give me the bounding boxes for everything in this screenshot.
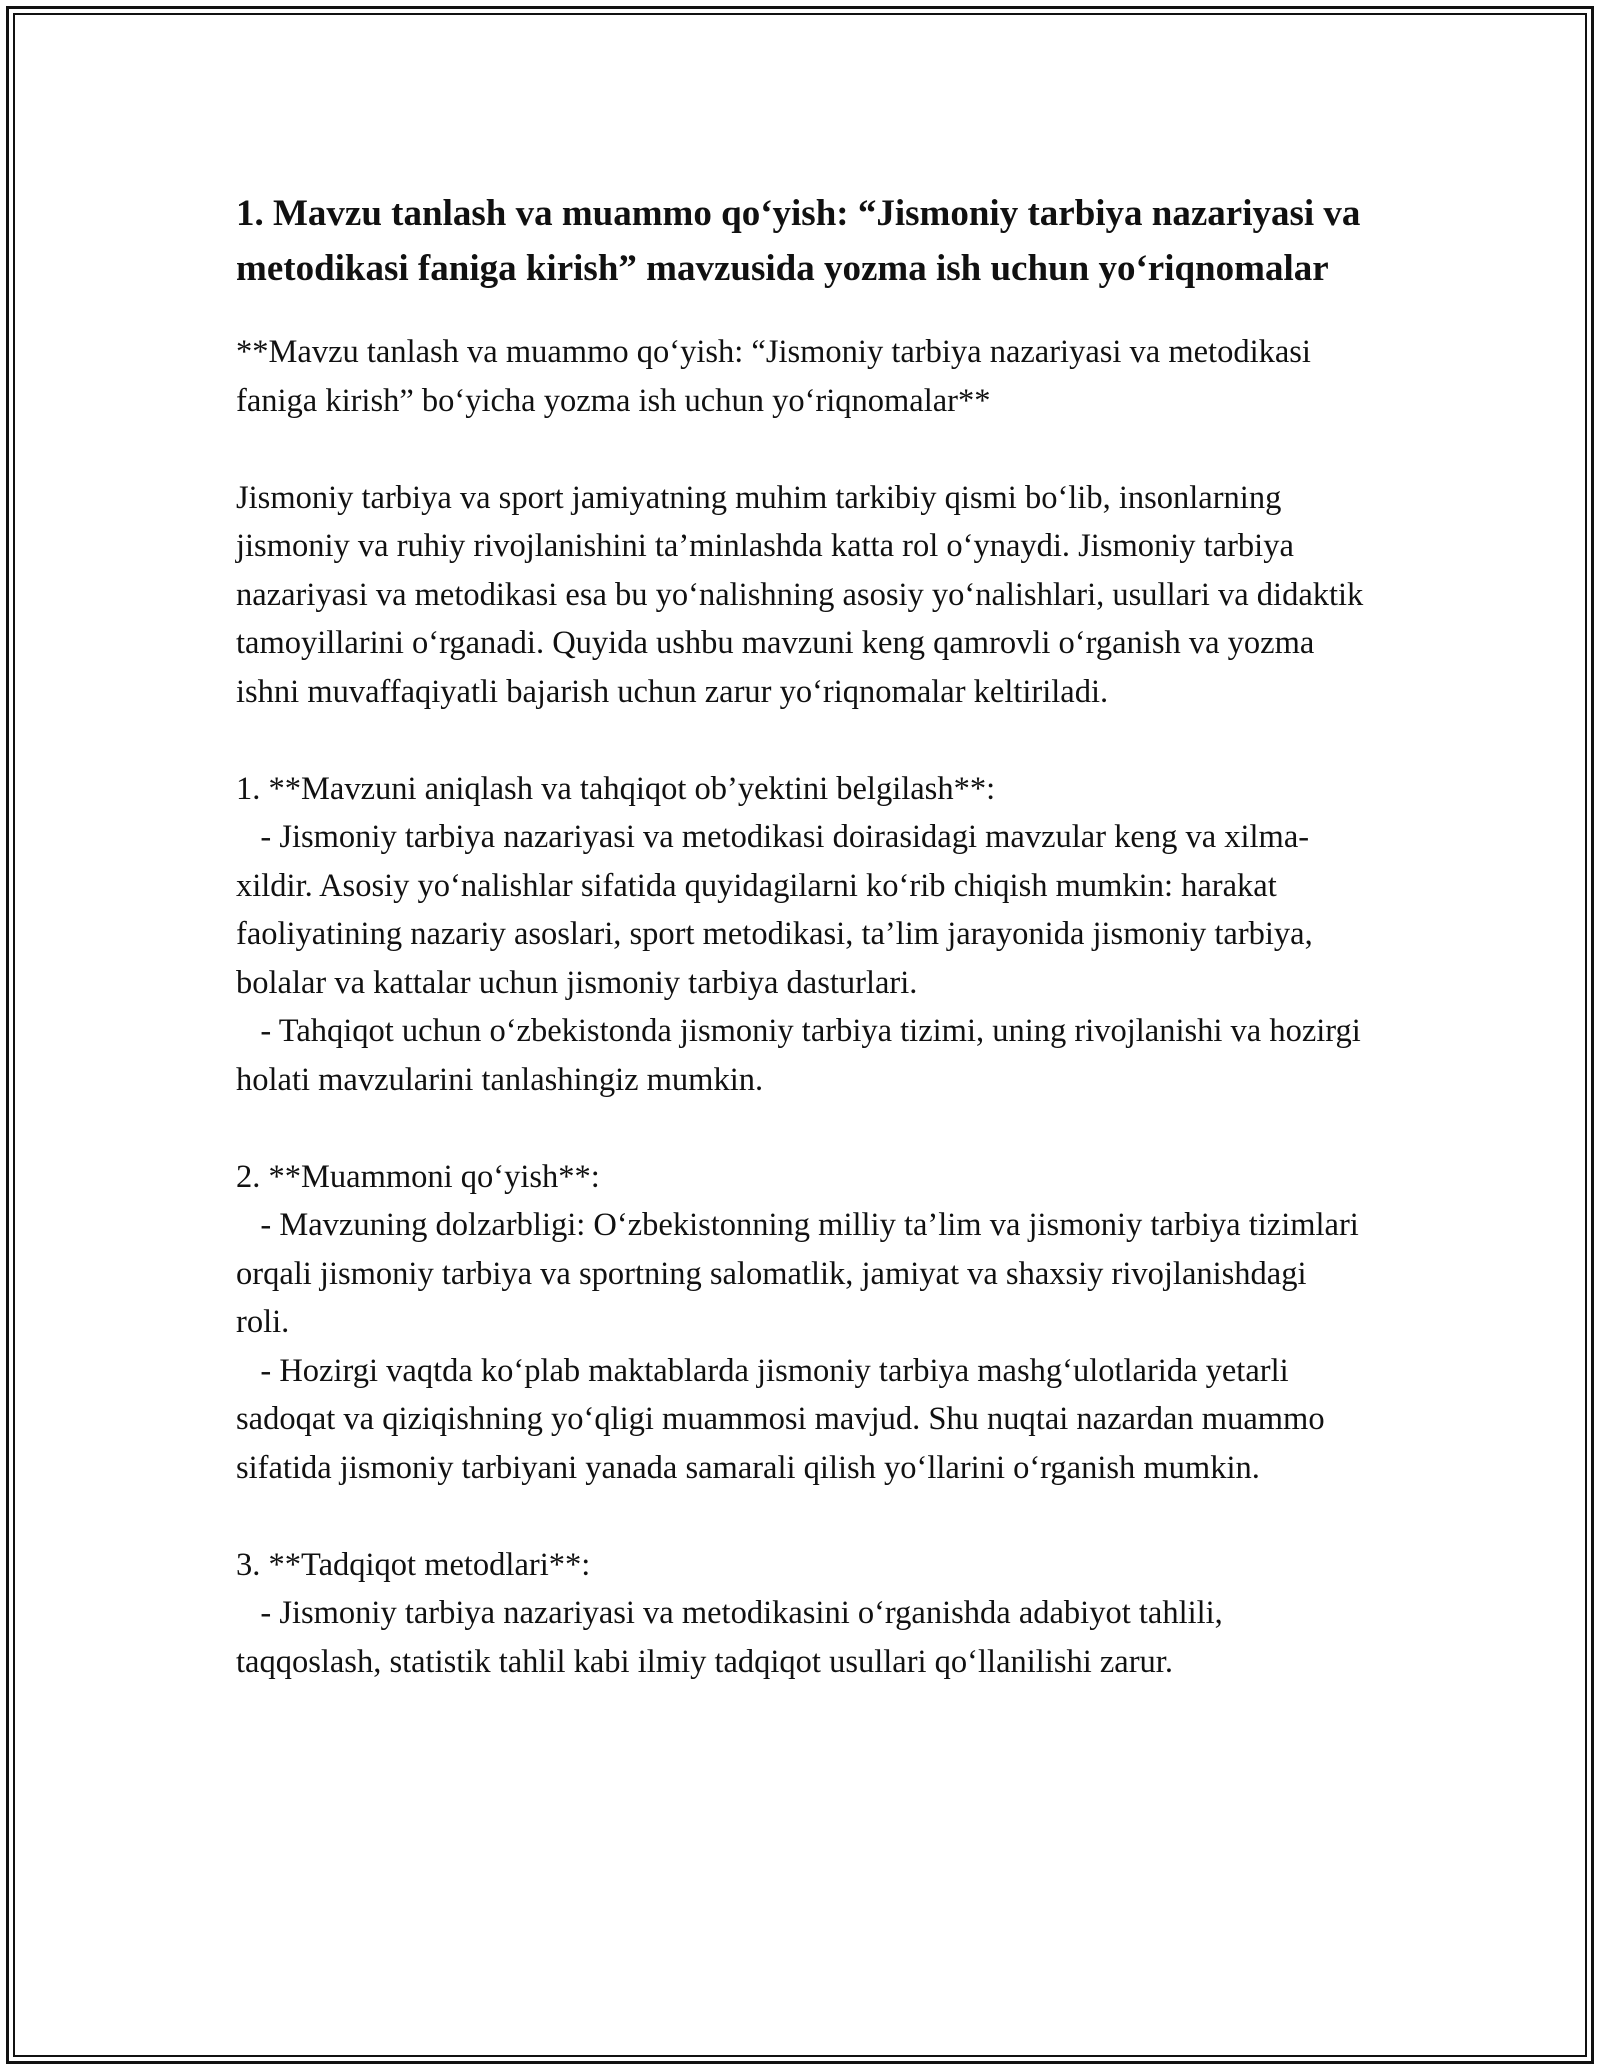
document-heading: 1. Mavzu tanlash va muammo qo‘yish: “Jismoniy tarbiya nazariyasi va metodikasi faniga kirish” mavzusida yozma ish uchun yo‘riqnomalar [236,193,1361,289]
document-content [236,186,1366,1686]
document-body: **Mavzu tanlash va muammo qo‘yish: “Jismoniy tarbiya nazariyasi va metodikasi faniga kirish” bo‘yicha yozma ish uchun yo‘riqnomalar** Jismoniy tarbiya va sport jamiyatning muhim tarkibiy qismi bo‘lib, insonlarning jismoniy va ruhiy rivojlanishini ta’minlashda katta rol o‘ynaydi. Jismoniy tarbiya nazariyasi va metodikasi esa bu yo‘nalishning asosiy yo‘nalishlari, usullari va didaktik tamoyillarini o‘rganadi. Quyida ushbu mavzuni keng qamrovli o‘rganish va yozma ishni muvaffaqiyatli bajarish uchun zarur yo‘riqnomalar keltiriladi. 1. **Mavzuni aniqlash va tahqiqot ob’yektini belgilash**: - Jismoniy tarbiya nazariyasi va metodikasi doirasidagi mavzular keng va xilma-xildir. Asosiy yo‘nalishlar sifatida quyidagilarni ko‘rib chiqish mumkin: harakat faoliyatining nazariy asoslari, sport metodikasi, ta’lim jarayonida jismoniy tarbiya, bolalar va kattalar uchun jismoniy tarbiya dasturlari. - Tahqiqot uchun o‘zbekistonda jismoniy tarbiya tizimi, uning rivojlanishi va hozirgi holati mavzularini tanlashingiz mumkin. 2. **Muammoni qo‘yish**: - Mavzuning dolzarbligi: O‘zbekistonning milliy ta’lim va jismoniy tarbiya tizimlari orqali jismoniy tarbiya va sportning salomatlik, jamiyat va shaxsiy rivojlanishdagi roli. - Hozirgi vaqtda ko‘plab maktablarda jismoniy tarbiya mashg‘ulotlarida yetarli sadoqat va qiziqishning yo‘qligi muammosi mavjud. Shu nuqtai nazardan muammo sifatida jismoniy tarbiyani yanada samarali qilish yo‘llarini o‘rganish mumkin. 3. **Tadqiqot metodlari**: - Jismoniy tarbiya nazariyasi va metodikasini o‘rganishda adabiyot tahlili, taqqoslash, statistik tahlil kabi ilmiy tadqiqot usullari qo‘llanilishi zarur. [236,334,1364,1680]
heading-spacer [236,296,1366,328]
